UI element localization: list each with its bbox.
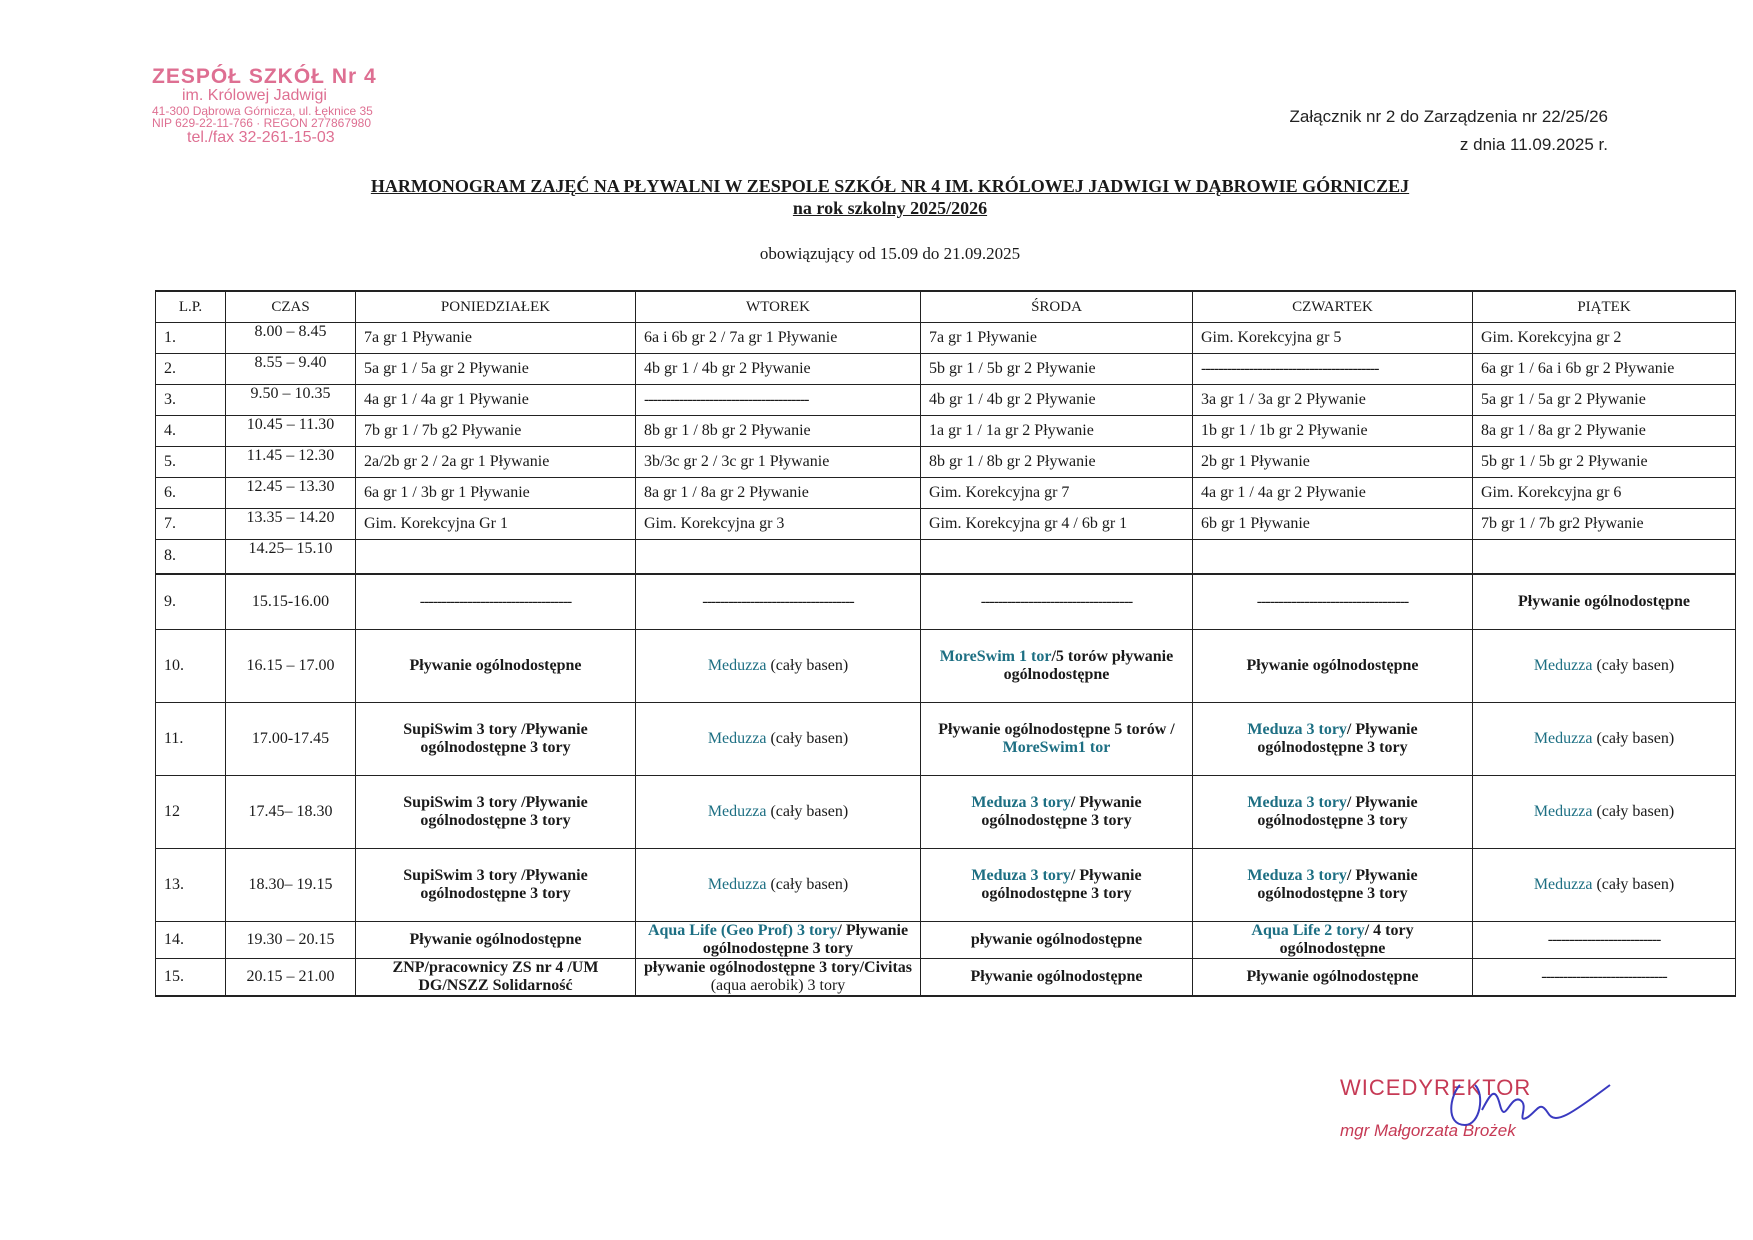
title-line-1: HARMONOGRAM ZAJĘĆ NA PŁYWALNI W ZESPOLE SZKÓŁ NR 4 IM. KRÓLOWEJ JADWIGI W DĄBROWIE GÓRNICZEJ [370,176,1410,196]
table-row [156,416,1736,447]
cell-time: 13.35 – 14.20 [226,509,356,540]
sponsor-name: Meduza 3 tory [971,866,1071,884]
cell-activity: 2a/2b gr 2 / 2a gr 1 Pływanie [356,447,636,478]
cell-activity: 2b gr 1 Pływanie [1193,447,1473,478]
cell-activity: Pływanie ogólnodostępne [1193,629,1473,702]
cell-time: 8.00 – 8.45 [226,323,356,354]
stamp-line-3: 41-300 Dąbrowa Górnicza, ul. Łęknice 35 [152,103,373,118]
cell-activity: Pływanie ogólnodostępne [921,958,1193,996]
document-title [200,175,1580,219]
table-row [156,629,1736,702]
cell-lp: 13. [156,848,226,921]
cell-activity: 5b gr 1 / 5b gr 2 Pływanie [1473,447,1736,478]
validity-period: obowiązujący od 15.09 do 21.09.2025 [759,244,1021,263]
cell-activity [1473,540,1736,574]
signer-title: WICEDYREKTOR [1340,1075,1532,1100]
schedule-table [155,290,1736,997]
cell-activity: Gim. Korekcyjna gr 6 [1473,478,1736,509]
cell-activity: 7b gr 1 / 7b g2 Pływanie [356,416,636,447]
activity-note: (cały basen) [1592,729,1675,747]
cell-lp: 15. [156,958,226,996]
cell-activity [921,540,1193,574]
cell-lp: 8. [156,540,226,574]
cell-activity: 6a i 6b gr 2 / 7a gr 1 Pływanie [636,323,921,354]
cell-activity: 3a gr 1 / 3a gr 2 Pływanie [1193,385,1473,416]
cell-activity [1193,921,1473,958]
cell-activity: SupiSwim 3 tory /Pływanie ogólnodostępne 3 tory [356,775,636,848]
cell-activity: Gim. Korekcyjna gr 3 [636,509,921,540]
cell-lp: 1. [156,323,226,354]
table-row [156,323,1736,354]
cell-activity [921,848,1193,921]
cell-lp: 2. [156,354,226,385]
cell-activity [1473,775,1736,848]
cell-activity: 4b gr 1 / 4b gr 2 Pływanie [921,385,1193,416]
cell-lp: 12 [156,775,226,848]
activity-note: / Pływanie ogólnodostępne 3 tory [702,921,909,957]
cell-activity [1473,848,1736,921]
cell-activity: 4a gr 1 / 4a gr 1 Pływanie [356,385,636,416]
header-thursday: CZWARTEK [1193,291,1473,323]
activity-note: /5 torów pływanie ogólnodostępne [1003,647,1174,683]
cell-activity: 4b gr 1 / 4b gr 2 Pływanie [636,354,921,385]
annex-note [1290,103,1608,159]
cell-lp: 14. [156,921,226,958]
cell-activity: 6a gr 1 / 3b gr 1 Pływanie [356,478,636,509]
cell-activity [1193,848,1473,921]
cell-activity [636,848,921,921]
table-row [156,540,1736,574]
cell-time: 11.45 – 12.30 [226,447,356,478]
sponsor-name: MoreSwim1 tor [1002,738,1111,756]
annex-line-2: z dnia 11.09.2025 r. [1459,135,1608,154]
sponsor-name: Meduzza [707,875,767,893]
cell-lp: 10. [156,629,226,702]
cell-time: 17.00-17.45 [226,702,356,775]
annex-line-1: Załącznik nr 2 do Zarządzenia nr 22/25/26 [1289,107,1608,126]
sponsor-name: Meduzza [1533,875,1593,893]
activity-note: (cały basen) [766,802,849,820]
activity-note: (aqua aerobik) 3 tory [710,976,846,994]
stamp-line-4: NIP 629-22-11-766 · REGON 277867980 [152,116,372,131]
cell-time: 20.15 – 21.00 [226,958,356,996]
sponsor-name: Meduzza [1533,802,1593,820]
signer-name: mgr Małgorzata Brożek [1340,1121,1516,1140]
table-row [156,958,1736,996]
cell-activity: Pływanie ogólnodostępne [1473,574,1736,630]
cell-activity: 7a gr 1 Pływanie [356,323,636,354]
cell-activity: 7a gr 1 Pływanie [921,323,1193,354]
cell-activity [1473,702,1736,775]
activity-note: pływanie ogólnodostępne 3 tory/Civitas [644,958,913,976]
cell-activity [636,629,921,702]
cell-activity: Pływanie ogólnodostępne [356,921,636,958]
sponsor-name: Meduza 3 tory [1247,720,1347,738]
sponsor-name: Meduza 3 tory [971,793,1071,811]
header-lp: L.P. [156,291,226,323]
sponsor-name: Aqua Life 2 tory [1251,921,1365,939]
table-row [156,921,1736,958]
header-tuesday: WTOREK [636,291,921,323]
cell-empty: ----------------------------------- [356,574,636,630]
cell-activity [636,775,921,848]
cell-empty: ----------------------------------- [921,574,1193,630]
activity-note: (cały basen) [1592,875,1675,893]
cell-activity: 6a gr 1 / 6a i 6b gr 2 Pływanie [1473,354,1736,385]
activity-note: / 4 tory ogólnodostępne [1279,921,1414,957]
cell-activity: 8a gr 1 / 8a gr 2 Pływanie [1473,416,1736,447]
title-line-2: na rok szkolny 2025/2026 [792,198,988,218]
cell-activity: 8a gr 1 / 8a gr 2 Pływanie [636,478,921,509]
handwritten-signature [1420,1055,1620,1145]
cell-activity: 3b/3c gr 2 / 3c gr 1 Pływanie [636,447,921,478]
activity-note: (cały basen) [766,875,849,893]
cell-activity [636,958,921,996]
cell-activity [921,702,1193,775]
sponsor-name: Meduzza [1533,729,1593,747]
cell-empty: ----------------------------------- [1193,574,1473,630]
activity-note: / Pływanie ogólnodostępne 3 tory [981,793,1142,829]
activity-note: / Pływanie ogólnodostępne 3 tory [1257,793,1418,829]
table-row [156,478,1736,509]
cell-activity: 6b gr 1 Pływanie [1193,509,1473,540]
cell-activity: 7b gr 1 / 7b gr2 Pływanie [1473,509,1736,540]
cell-empty: ----------------------------------- [636,574,921,630]
cell-time: 8.55 – 9.40 [226,354,356,385]
stamp-line-2: im. Królowej Jadwigi [182,87,327,105]
cell-time: 14.25– 15.10 [226,540,356,574]
sponsor-name: Meduzza [1533,656,1593,674]
cell-activity: SupiSwim 3 tory /Pływanie ogólnodostępne 3 tory [356,702,636,775]
cell-lp: 3. [156,385,226,416]
cell-activity: Gim. Korekcyjna gr 5 [1193,323,1473,354]
cell-activity: Gim. Korekcyjna gr 2 [1473,323,1736,354]
stamp-line-5: tel./fax 32-261-15-03 [187,129,335,147]
header-czas: CZAS [226,291,356,323]
table-row [156,354,1736,385]
cell-activity: ----------------------------------------- [1193,354,1473,385]
cell-time: 10.45 – 11.30 [226,416,356,447]
cell-lp: 7. [156,509,226,540]
school-stamp [152,66,412,147]
cell-activity: Pływanie ogólnodostępne [356,629,636,702]
cell-activity [636,702,921,775]
cell-activity [1193,775,1473,848]
cell-activity [636,540,921,574]
header-row [156,291,1736,323]
table-row [156,509,1736,540]
table-row [156,775,1736,848]
table-row [156,447,1736,478]
activity-note: Pływanie ogólnodostępne 5 torów / [938,720,1175,738]
cell-lp: 5. [156,447,226,478]
activity-note: (cały basen) [766,729,849,747]
cell-activity: pływanie ogólnodostępne [921,921,1193,958]
cell-lp: 6. [156,478,226,509]
cell-activity: Gim. Korekcyjna Gr 1 [356,509,636,540]
cell-activity [356,540,636,574]
cell-activity [1473,629,1736,702]
cell-lp: 9. [156,574,226,630]
cell-empty: ----------------------------- [1473,958,1736,996]
cell-activity: SupiSwim 3 tory /Pływanie ogólnodostępne 3 tory [356,848,636,921]
sponsor-name: Aqua Life (Geo Prof) 3 tory [647,921,838,939]
cell-time: 17.45– 18.30 [226,775,356,848]
cell-activity [1193,540,1473,574]
sponsor-name: Meduza 3 tory [1247,866,1347,884]
cell-activity: 8b gr 1 / 8b gr 2 Pływanie [636,416,921,447]
cell-time: 16.15 – 17.00 [226,629,356,702]
stamp-line-1: ZESPÓŁ SZKÓŁ Nr 4 [152,65,377,88]
cell-activity: -------------------------------------- [636,385,921,416]
sponsor-name: Meduzza [707,802,767,820]
cell-activity: 1b gr 1 / 1b gr 2 Pływanie [1193,416,1473,447]
cell-time: 15.15-16.00 [226,574,356,630]
cell-lp: 4. [156,416,226,447]
cell-activity: Gim. Korekcyjna gr 4 / 6b gr 1 [921,509,1193,540]
cell-empty: -------------------------- [1473,921,1736,958]
cell-activity: 4a gr 1 / 4a gr 2 Pływanie [1193,478,1473,509]
cell-time: 9.50 – 10.35 [226,385,356,416]
cell-activity: 1a gr 1 / 1a gr 2 Pływanie [921,416,1193,447]
cell-lp: 11. [156,702,226,775]
cell-time: 12.45 – 13.30 [226,478,356,509]
sponsor-name: Meduza 3 tory [1247,793,1347,811]
cell-activity [1193,702,1473,775]
activity-note: (cały basen) [766,656,849,674]
header-monday: PONIEDZIAŁEK [356,291,636,323]
activity-note: / Pływanie ogólnodostępne 3 tory [981,866,1142,902]
activity-note: (cały basen) [1592,802,1675,820]
header-wednesday: ŚRODA [921,291,1193,323]
cell-activity: 8b gr 1 / 8b gr 2 Pływanie [921,447,1193,478]
cell-activity [636,921,921,958]
cell-activity: 5a gr 1 / 5a gr 2 Pływanie [356,354,636,385]
cell-activity: Gim. Korekcyjna gr 7 [921,478,1193,509]
cell-activity [921,775,1193,848]
activity-note: (cały basen) [1592,656,1675,674]
table-row [156,574,1736,630]
cell-activity: Pływanie ogólnodostępne [1193,958,1473,996]
header-friday: PIĄTEK [1473,291,1736,323]
table-row [156,385,1736,416]
sponsor-name: Meduzza [707,729,767,747]
activity-note: / Pływanie ogólnodostępne 3 tory [1257,720,1418,756]
cell-activity: 5a gr 1 / 5a gr 2 Pływanie [1473,385,1736,416]
activity-note: / Pływanie ogólnodostępne 3 tory [1257,866,1418,902]
sponsor-name: Meduzza [707,656,767,674]
sponsor-name: MoreSwim 1 tor [939,647,1052,665]
table-row [156,848,1736,921]
cell-activity: 5b gr 1 / 5b gr 2 Pływanie [921,354,1193,385]
table-row [156,702,1736,775]
cell-activity: ZNP/pracownicy ZS nr 4 /UM DG/NSZZ Solidarność [356,958,636,996]
cell-time: 19.30 – 20.15 [226,921,356,958]
cell-time: 18.30– 19.15 [226,848,356,921]
cell-activity [921,629,1193,702]
